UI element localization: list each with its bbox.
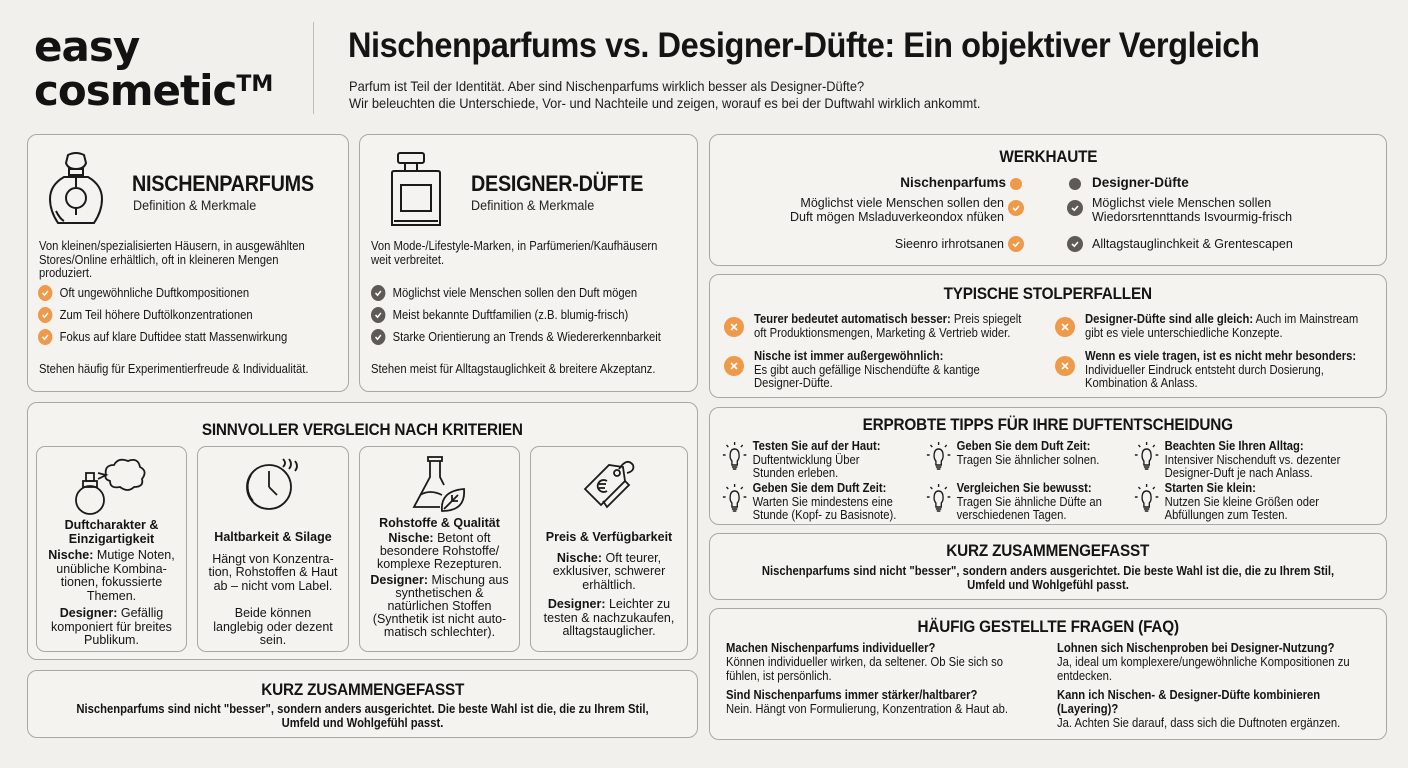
designer-text: Leichter zu testen & nachzukaufen, alltagstauglicher.: [543, 597, 675, 638]
perfume-spray-cloud-icon: [37, 455, 186, 515]
header-divider: [313, 22, 314, 114]
designer-points: [371, 282, 661, 348]
designer-label: Designer:: [547, 597, 606, 611]
designer-label: Designer:: [59, 606, 118, 620]
criteria-title-text: SINNVOLLER VERGLEICH NACH KRITERIEN: [202, 420, 523, 439]
orange-dot-icon: [1010, 178, 1022, 190]
lightbulb-icon: [926, 482, 951, 514]
tip-item: [1134, 482, 1319, 523]
point-text: Zum Teil höhere Duftölkonzentrationen: [59, 308, 253, 322]
page-title: Nischenparfums vs. Designer-Düfte: Ein objektiver Vergleich: [348, 26, 1260, 65]
brand-logo: [34, 22, 274, 115]
point-text: Meist bekannte Duftfamilien (z.B. blumig-frisch): [392, 308, 629, 322]
clock-scent-icon: [198, 455, 348, 513]
criterion-title: Preis & Verfügbarkeit: [545, 530, 673, 544]
niche-card: [27, 134, 349, 392]
pitfall-line: oft Produktionsmengen, Marketing & Vertrieb wider.: [754, 325, 1011, 340]
check-icon: [1008, 236, 1024, 252]
perfume-bottle-round-icon: [44, 149, 108, 234]
desc-line: Von Mode-/Lifestyle-Marken, in Parfümerien/Kaufhäusern: [371, 239, 658, 253]
niche-point: [38, 326, 287, 348]
faq-answer: Ja. Achten Sie darauf, dass sich die Duftnoten ergänzen.: [1057, 716, 1341, 730]
niche-label: Nische:: [556, 550, 603, 565]
niche-title: NISCHENPARFUMS: [132, 171, 314, 196]
niche-text: Betont oft besondere Rohstoffe/ komplexe Rezepturen.: [376, 531, 503, 571]
check-icon: [371, 285, 385, 301]
pitfall-rest: Auch im Mainstream: [1253, 312, 1359, 326]
features-title: [710, 147, 1386, 167]
criterion-text: Hängt von Konzentra-tion, Rohstoffen & Haut ab – nicht vom Label.: [208, 551, 338, 593]
pitfall-text: [754, 313, 1021, 340]
criterion-title: Rohstoffe & Qualität: [379, 516, 500, 530]
x-icon: [1055, 356, 1075, 376]
designer-label: Designer:: [370, 573, 429, 587]
point-text: Fokus auf klare Duftidee statt Massenwirkung: [59, 330, 288, 344]
tip-bold: Vergleichen Sie bewusst:: [956, 481, 1092, 495]
trademark-mark: TM: [236, 72, 274, 97]
faq-question: Machen Nischenparfums individueller?: [726, 641, 936, 655]
pitfall-text: [754, 350, 980, 391]
desc-line: weit verbreitet.: [371, 252, 445, 267]
pitfall-line: gibt es viele unterschiedliche Konzepte.: [1085, 325, 1283, 340]
designer-text: Mischung aus synthetischen & natürlichen Stoffen (Synthetik ist nicht auto-matisch schlechter).: [372, 573, 509, 639]
perfume-bottle-square-icon: [388, 151, 444, 234]
designer-subtitle: Definition & Merkmale: [471, 197, 595, 213]
pitfall-line: Es gibt auch gefällige Nischendüfte & kantige: [754, 362, 980, 377]
tip-item: [926, 440, 1099, 472]
x-icon: [724, 356, 744, 376]
tip-line: Tragen Sie ähnlicher solnen.: [956, 452, 1100, 467]
tip-bold: Geben Sie dem Duft Zeit:: [956, 439, 1091, 453]
summary-line: Nischenparfums sind nicht "besser", sondern anders ausgerichtet. Die beste Wahl ist die, die zu Ihrem Stil,: [761, 564, 1335, 578]
designer-card: [359, 134, 698, 392]
lightbulb-icon: [926, 440, 951, 472]
niche-label: Nische:: [388, 531, 434, 545]
lightbulb-icon: [722, 440, 747, 472]
summary-line: Umfeld und Wohlgefühl passt.: [281, 716, 444, 730]
faq-question: (Layering)?: [1057, 702, 1119, 716]
designer-text: Gefällig komponiert für breites Publikum.: [51, 606, 172, 647]
designer-point: [371, 304, 661, 326]
summary-line: Nischenparfums sind nicht "besser", sondern anders ausgerichtet. Die beste Wahl ist die, die zu Ihrem Stil,: [76, 702, 649, 716]
tip-item: [1134, 440, 1340, 481]
check-icon: [38, 285, 52, 301]
brand-line2: cosmetic: [34, 66, 237, 115]
x-icon: [1055, 317, 1075, 337]
faq-answer: Nein. Hängt von Formulierung, Konzentration & Haut ab.: [726, 702, 1009, 716]
summary-left-title: [28, 680, 697, 700]
tip-line: Stunde (Kopf- zu Basisnote).: [752, 508, 897, 522]
tip-line: Nutzen Sie kleine Größen oder: [1164, 494, 1320, 509]
summary-right: [709, 533, 1387, 600]
check-icon: [371, 329, 385, 345]
faq-title: [710, 617, 1386, 637]
faq-item: [726, 688, 1008, 716]
faq-question: Lohnen sich Nischenproben bei Designer-Nutzung?: [1057, 641, 1335, 655]
features-title-text: WERKHAUTE: [999, 147, 1097, 166]
designer-description: [371, 240, 657, 267]
euro-price-tag-icon: [531, 455, 687, 513]
point-text: Oft ungewöhnliche Duftkompositionen: [59, 286, 250, 300]
subtitle-line-2: Wir beleuchten die Unterschiede, Vor- und Nachteile und zeigen, worauf es bei der Duftwahl wirklich ankommt.: [349, 95, 981, 111]
pitfall-bold: Teurer bedeutet automatisch besser:: [754, 312, 951, 326]
pitfall-text: [1085, 313, 1358, 340]
niche-subtitle: Definition & Merkmale: [133, 197, 257, 213]
cell-line: Wiedorsrtennttands Isvourmig-frisch: [1092, 209, 1293, 224]
desc-line: Von kleinen/spezialisierten Häusern, in ausgewählten: [39, 239, 305, 253]
faq-answer: fühlen, ist persönlich.: [726, 669, 832, 683]
tip-line: Abfüllungen zum Testen.: [1164, 508, 1288, 522]
cell-line: Möglichst viele Menschen sollen: [1092, 196, 1272, 210]
lightbulb-icon: [1134, 482, 1159, 514]
pitfall-line: Kombination & Anlass.: [1085, 376, 1198, 390]
pitfalls-title: [710, 284, 1386, 304]
point-text: Starke Orientierung an Trends & Wiedererkennbarkeit: [392, 330, 661, 344]
pitfall-item: [1055, 350, 1386, 391]
tip-line: Intensiver Nischenduft vs. dezenter: [1164, 452, 1341, 467]
tip-item: [722, 482, 896, 523]
pitfall-text: [1085, 350, 1356, 391]
point-text: Möglichst viele Menschen sollen den Duft mögen: [392, 286, 638, 300]
pitfalls-title-text: TYPISCHE STOLPERFALLEN: [943, 284, 1153, 303]
tip-line: verschiedenen Tagen.: [956, 508, 1067, 522]
pitfall-line: Designer-Düfte.: [754, 376, 833, 390]
check-icon: [371, 307, 385, 323]
criterion-body: [364, 517, 515, 643]
pitfalls-section: [709, 274, 1387, 398]
tips-title-text: ERPROBTE TIPPS FÜR IHRE DUFTENTSCHEIDUNG: [862, 415, 1234, 434]
x-icon: [724, 317, 744, 337]
features-niche-cell: [790, 197, 1004, 224]
lightbulb-icon: [1134, 440, 1159, 472]
features-designer-cell: [1092, 197, 1292, 224]
lightbulb-icon: [722, 482, 747, 514]
check-icon: [38, 329, 52, 345]
check-icon: [1008, 200, 1024, 216]
tip-line: Duftentwicklung Über: [752, 452, 860, 467]
pitfall-bold: Designer-Düfte sind alle gleich:: [1085, 312, 1254, 326]
criterion-title: Einzigartigkeit: [68, 531, 155, 546]
faq-item: [1057, 688, 1340, 730]
cell-line: Duft mögen Msladuverkeondox nfüken: [789, 209, 1004, 224]
faq-answer: entdecken.: [1057, 669, 1113, 683]
pitfall-bold: Nische ist immer außergewöhnlich:: [754, 349, 944, 363]
summary-line: Umfeld und Wohlgefühl passt.: [967, 578, 1129, 592]
tip-bold: Geben Sie dem Duft Zeit:: [752, 481, 887, 495]
faq-title-text: HÄUFIG GESTELLTE FRAGEN (FAQ): [917, 617, 1179, 636]
pitfall-item: [724, 313, 1051, 340]
niche-text: Mutige Noten, unübliche Kombina-tionen, fokussierte Themen.: [56, 548, 175, 603]
pitfall-line: Individueller Eindruck entsteht durch Dosierung,: [1085, 362, 1324, 377]
designer-footer: Stehen meist für Alltagstauglichkeit & breitere Akzeptanz.: [371, 362, 656, 376]
criterion-body: [41, 519, 182, 652]
designer-point: [371, 282, 661, 304]
niche-point: [38, 282, 287, 304]
faq-question: Sind Nischenparfums immer stärker/haltbarer?: [726, 688, 978, 702]
tip-line: Tragen Sie ähnliche Düfte an: [956, 494, 1102, 509]
desc-line: Stores/Online erhältlich, oft in kleineren Mengen: [39, 252, 279, 267]
brand-line1: easy: [34, 22, 140, 71]
niche-point: [38, 304, 287, 326]
check-icon: [1067, 200, 1083, 216]
tip-item: [926, 482, 1102, 523]
subtitle-line-1: Parfum ist Teil der Identität. Aber sind Nischenparfums wirklich besser als Designer-Düfte?: [349, 78, 865, 94]
criterion-title: Duftcharakter &: [64, 518, 159, 532]
criterion-card: [530, 446, 688, 652]
cell-line: Möglichst viele Menschen sollen den: [800, 196, 1004, 210]
summary-title-text: KURZ ZUSAMMENGEFASST: [946, 541, 1150, 560]
col-niche-header: Nischenparfums: [900, 175, 1006, 190]
tip-item: [722, 440, 881, 481]
pitfall-item: [1055, 313, 1389, 340]
criterion-body: [535, 531, 683, 643]
grey-dot-icon: [1069, 178, 1081, 190]
niche-footer: Stehen häufig für Experimentierfreude & Individualität.: [39, 362, 309, 376]
features-designer-cell: Alltagstauglinchkeit & Grentescapen: [1092, 237, 1293, 251]
niche-description: [39, 240, 305, 281]
tips-section: [709, 407, 1387, 525]
faq-item: [726, 641, 1003, 683]
pitfall-bold: Wenn es viele tragen, ist es nicht mehr besonders:: [1085, 349, 1357, 363]
faq-answer: Ja, ideal um komplexere/ungewöhnliche Kompositionen zu: [1057, 655, 1350, 669]
col-designer-header: Designer-Düfte: [1092, 175, 1189, 190]
criterion-card: [36, 446, 187, 652]
pitfall-rest: Preis spiegelt: [950, 312, 1022, 326]
niche-points: [38, 282, 287, 348]
check-icon: [1067, 236, 1083, 252]
faq-answer: Können individueller wirken, da seltener. Ob Sie sich so: [726, 655, 1004, 669]
designer-point: [371, 326, 661, 348]
summary-right-title: [710, 541, 1386, 561]
tip-line: Stunden erleben.: [752, 466, 839, 480]
designer-title: DESIGNER-DÜFTE: [471, 171, 644, 196]
tips-title: [710, 415, 1386, 435]
tip-bold: Starten Sie klein:: [1164, 481, 1256, 495]
summary-title-text: KURZ ZUSAMMENGEFASST: [261, 680, 464, 699]
niche-text: Oft teurer, exklusiver, schwerer erhältlich.: [552, 550, 666, 592]
criterion-card: [359, 446, 520, 652]
faq-section: [709, 608, 1387, 740]
criteria-title: [28, 420, 697, 440]
summary-left-text: [28, 702, 697, 730]
faq-item: [1057, 641, 1350, 683]
pitfall-item: [724, 350, 1005, 391]
criterion-title: Haltbarkeit & Silage: [214, 530, 332, 544]
criterion-text: Beide können langlebig oder dezent sein.: [213, 606, 333, 647]
tip-line: Designer-Duft je nach Anlass.: [1164, 466, 1313, 480]
tip-bold: Beachten Sie Ihren Alltag:: [1164, 439, 1304, 453]
tip-bold: Testen Sie auf der Haut:: [752, 439, 881, 453]
criterion-body: [202, 531, 344, 652]
check-icon: [38, 307, 52, 323]
page-subtitle: [349, 78, 980, 112]
summary-right-text: [710, 564, 1386, 592]
faq-question: Kann ich Nischen- & Designer-Düfte kombinieren: [1057, 688, 1321, 702]
tip-line: Warten Sie mindestens eine: [752, 494, 893, 509]
features-niche-cell: Sieenro irhrotsanen: [894, 237, 1004, 251]
flask-leaf-icon: [360, 455, 519, 515]
summary-left: [27, 670, 698, 738]
niche-label: Nische:: [48, 548, 94, 562]
desc-line: produziert.: [39, 266, 93, 280]
criterion-card: [197, 446, 349, 652]
features-section: [709, 134, 1387, 266]
